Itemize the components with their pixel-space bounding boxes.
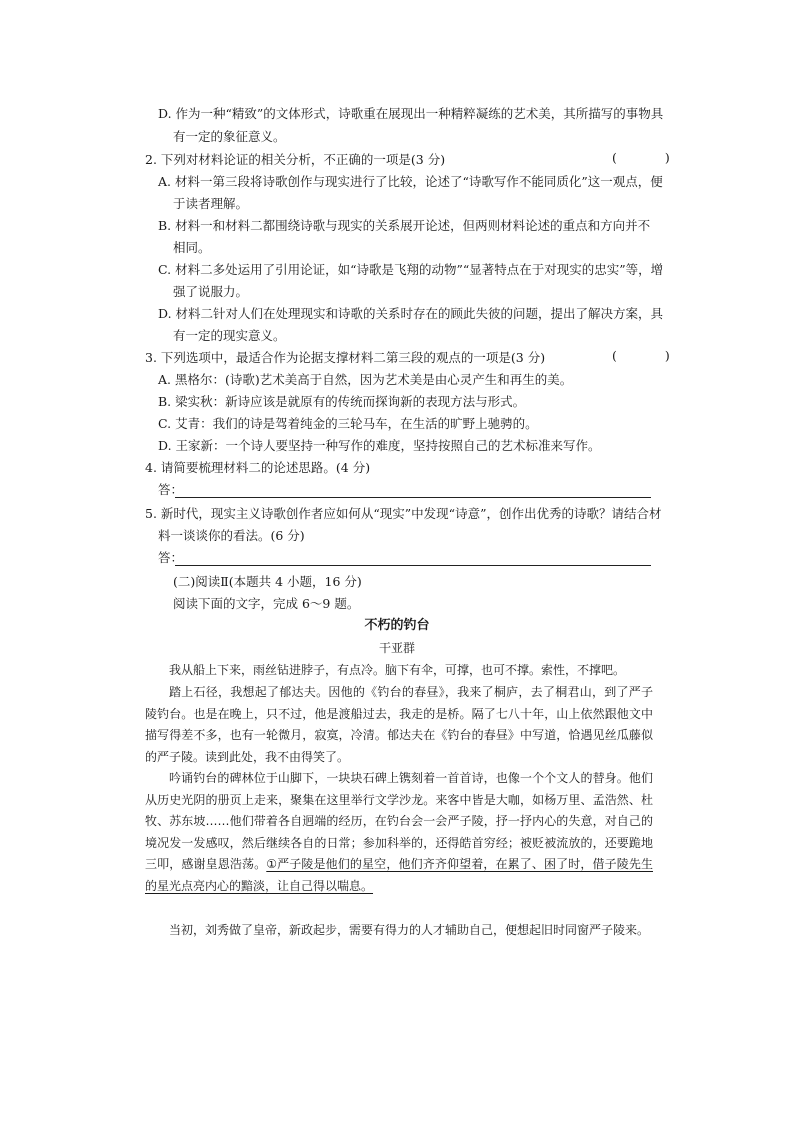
- q3-option-c: C. 艾青：我们的诗是驾着纯金的三轮马车，在生活的旷野上驰骋的。: [158, 416, 538, 431]
- article-paragraph-1: 我从船上下来，雨丝钻进脖子，有点冷。脑下有伞，可撑，也可不撑。索性，不撑吧。: [169, 663, 626, 677]
- q5-answer-line[interactable]: [175, 565, 651, 566]
- q2-option-a-line2: 于读者理解。: [173, 196, 249, 211]
- q3-option-d: D. 王家新：一个诗人要坚持一种写作的难度，坚持按照自己的艺术标准来写作。: [158, 438, 601, 453]
- article-paragraph-4: 当初，刘秀做了皇帝，新政起步，需要有得力的人才辅助自己，便想起旧时同窗严子陵来。: [169, 923, 650, 937]
- article-title: 不朽的钓台: [364, 618, 430, 633]
- q2-option-d-line2: 有一定的现实意义。: [173, 328, 286, 343]
- q2-option-c-line2: 强了说服力。: [173, 284, 249, 299]
- q5-stem-line1: 5. 新时代，现实主义诗歌创作者应如何从“现实”中发现“诗意”，创作出优秀的诗歌？请结合材: [145, 506, 662, 521]
- q2-option-c-line1: C. 材料二多处运用了引用论证，如“诗歌是飞翔的动物”“显著特点在于对现实的忠实”等，增: [158, 262, 664, 277]
- article-author: 干亚群: [378, 641, 415, 655]
- article-paragraph-3-text: 吟诵钓台的碑林位于山脚下，一块块石碑上镌刻着一首首诗，也像一个个文人的替身。他们从历史光阴的册页上走来，聚集在这里举行文学沙龙。来客中皆是大咖，如杨万里、孟浩然、杜牧、苏东坡……他们带着各自迥端的经历，在钓台会一会严子陵，抒一抒内心的失意，对自己的境况发一发感叹，然后继续各自的日常；参加科举的，还得皓首穷经；被贬被流放的，还要跪地三叩，感谢皇恩浩荡。: [145, 771, 653, 871]
- q4-answer-label: 答：: [158, 482, 184, 497]
- q5-answer-label: 答：: [158, 550, 184, 565]
- article-paragraph-2: 踏上石径，我想起了郁达夫。因他的《钓台的春昼》，我来了桐庐，去了桐君山，到了严子陵钓台。也是在晚上，只不过，他是渡船过去，我走的是桥。隔了七八十年，山上依然跟他文中描写得差不多，也有一轮微月，寂寞，冷清。郁达夫在《钓台的春昼》中写道，恰遇见丝瓜藤似的严子陵。读到此处，我不由得笑了。: [145, 685, 653, 764]
- q2-stem: 2. 下列对材料论证的相关分析，不正确的一项是(3 分): [145, 152, 446, 167]
- q5-stem-line2: 料一谈谈你的看法。(6 分): [158, 528, 305, 543]
- q2-answer-paren: ( ): [612, 150, 692, 165]
- q2-option-a-line1: A. 材料一第三段将诗歌创作与现实进行了比较，论述了“诗歌写作不能同质化”这一观点，便: [158, 174, 663, 189]
- underlined-sentence-1: ①严子陵是他们的星空，他们齐齐仰望着，在累了、困了时，借子陵先生的星光点亮内心的黯淡，让自己得以喘息。: [145, 857, 653, 893]
- q2-option-d-line1: D. 材料二针对人们在处理现实和诗歌的关系时存在的顾此失彼的问题，提出了解决方案，具: [158, 306, 664, 321]
- q4-stem: 4. 请简要梳理材料二的论述思路。(4 分): [145, 460, 371, 475]
- q1-option-d-line1: D. 作为一种“精致”的文体形式，诗歌重在展现出一种精粹凝练的艺术美，其所描写的事物具: [158, 106, 664, 121]
- q2-option-b-line1: B. 材料一和材料二都围绕诗歌与现实的关系展开论述，但两则材料论述的重点和方向并不: [158, 218, 651, 233]
- q3-stem: 3. 下列选项中，最适合作为论据支撑材料二第三段的观点的一项是(3 分): [145, 350, 546, 365]
- q2-option-b-line2: 相同。: [173, 240, 211, 255]
- q4-answer-line[interactable]: [175, 497, 651, 498]
- q1-option-d-line2: 有一定的象征意义。: [173, 129, 286, 144]
- q3-answer-paren: ( ): [612, 348, 692, 363]
- q3-option-a: A. 黑格尔：(诗歌)艺术美高于自然，因为艺术美是由心灵产生和再生的美。: [158, 372, 573, 387]
- section-instruction: 阅读下面的文字，完成 6～9 题。: [173, 596, 360, 611]
- section-heading: (二)阅读Ⅱ(本题共 4 小题，16 分): [173, 574, 362, 589]
- article-paragraph-3: [145, 768, 653, 897]
- q3-option-b: B. 梁实秋：新诗应该是就原有的传统而探询新的表现方法与形式。: [158, 394, 526, 409]
